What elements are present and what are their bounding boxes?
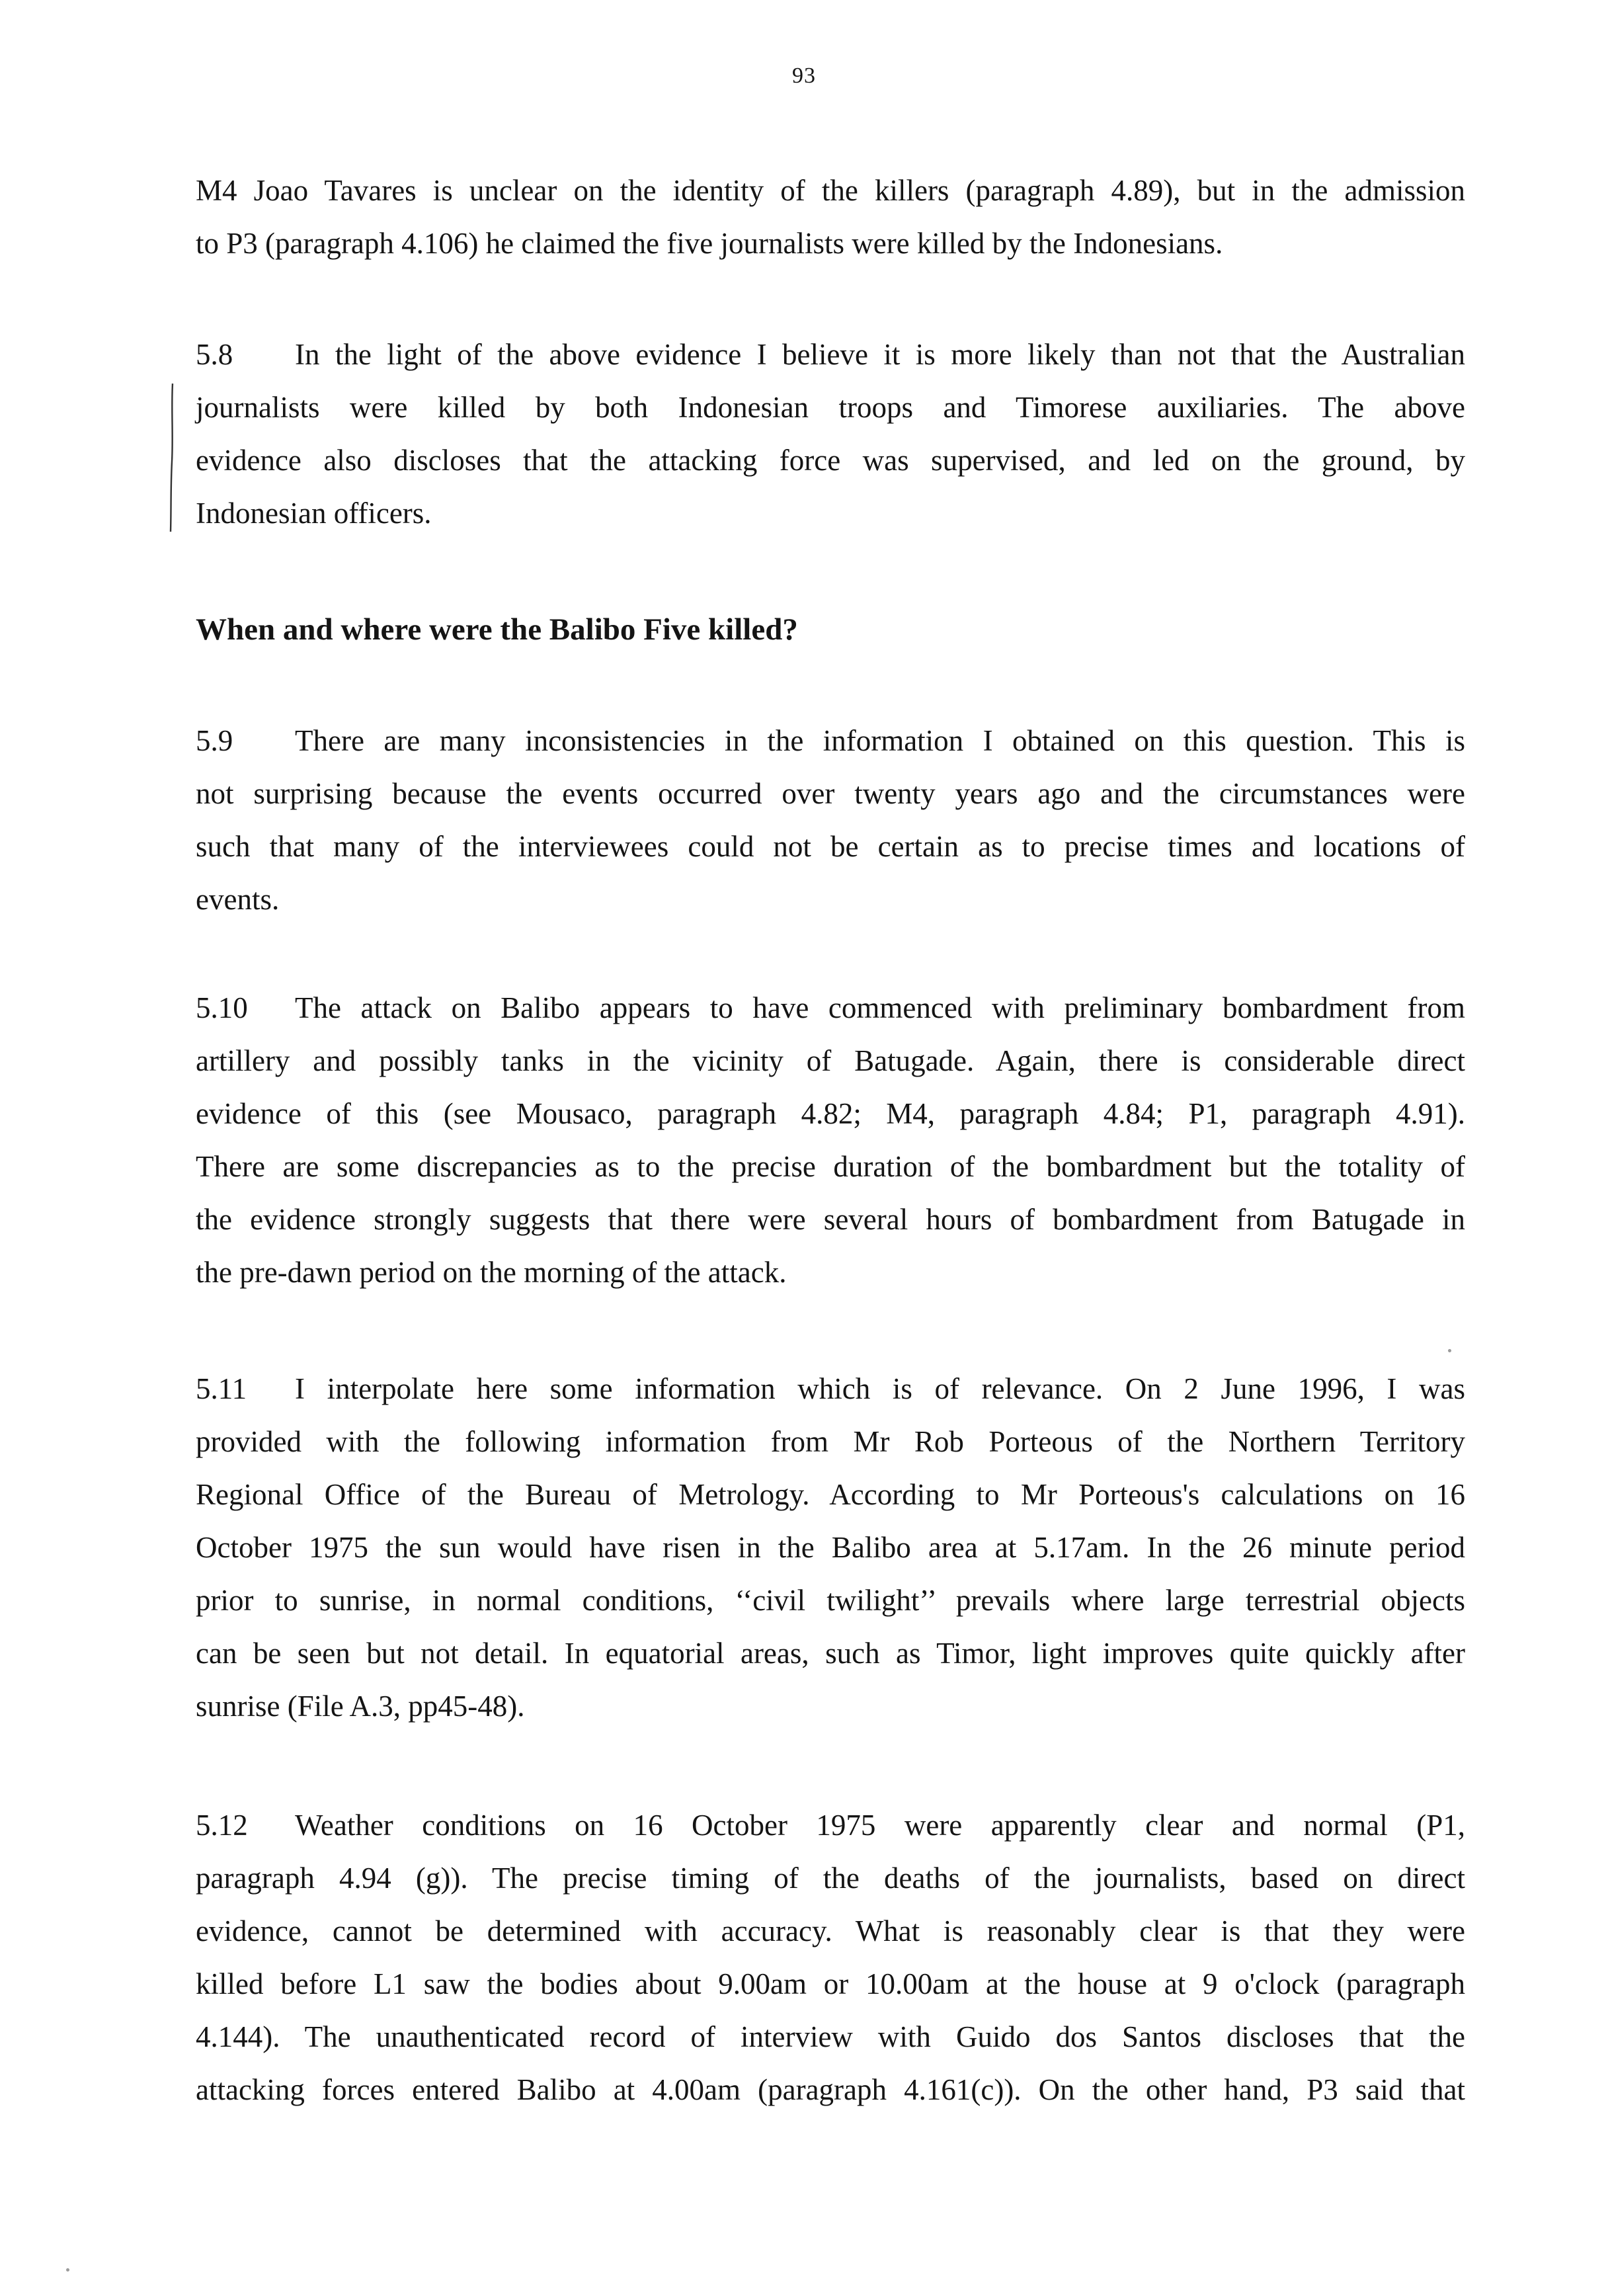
text-line: There are some discrepancies as to the precise duration of the bombardment but the totality of	[196, 1150, 1465, 1183]
text-line: evidence, cannot be determined with accuracy. What is reasonably clear is that they were	[196, 1914, 1465, 1948]
text-line-content: In the light of the above evidence I believe it is more likely than not that the Australian	[295, 338, 1465, 371]
margin-mark	[169, 382, 175, 533]
page-number: 93	[792, 63, 816, 88]
text-line: journalists were killed by both Indonesian troops and Timorese auxiliaries. The above	[196, 391, 1465, 424]
paragraph-5-9	[196, 714, 1465, 926]
text-line: provided with the following information from Mr Rob Porteous of the Northern Territory	[196, 1425, 1465, 1458]
paragraph-number: 5.10	[196, 991, 248, 1024]
text-line-content: Weather conditions on 16 October 1975 were apparently clear and normal (P1,	[295, 1809, 1465, 1842]
text-line: Indonesian officers.	[196, 497, 432, 530]
text-line: Regional Office of the Bureau of Metrology. According to Mr Porteous's calculations on 16	[196, 1478, 1465, 1511]
paragraph-intro	[196, 164, 1465, 270]
text-line: M4 Joao Tavares is unclear on the identity of the killers (paragraph 4.89), but in the admission	[196, 174, 1465, 207]
section-heading: When and where were the Balibo Five killed?	[196, 612, 798, 647]
text-line-content: I interpolate here some information which is of relevance. On 2 June 1996, I was	[295, 1372, 1465, 1405]
text-line-content: The attack on Balibo appears to have commenced with preliminary bombardment from	[295, 991, 1465, 1024]
text-line: prior to sunrise, in normal conditions, ‘‘civil twilight’’ prevails where large terrestrial objects	[196, 1584, 1465, 1617]
text-line	[196, 981, 1465, 1034]
paragraph-5-12	[196, 1799, 1465, 2116]
text-line: attacking forces entered Balibo at 4.00am (paragraph 4.161(c)). On the other hand, P3 said that	[196, 2073, 1465, 2106]
text-line: killed before L1 saw the bodies about 9.00am or 10.00am at the house at 9 o'clock (paragraph	[196, 1967, 1465, 2000]
text-line: not surprising because the events occurred over twenty years ago and the circumstances were	[196, 777, 1465, 810]
text-line: 4.144). The unauthenticated record of interview with Guido dos Santos discloses that the	[196, 2020, 1465, 2053]
text-line: artillery and possibly tanks in the vicinity of Batugade. Again, there is considerable direct	[196, 1044, 1465, 1077]
paragraph-number: 5.11	[196, 1372, 247, 1405]
paragraph-number: 5.12	[196, 1809, 248, 1842]
text-line	[196, 714, 1465, 767]
text-line: can be seen but not detail. In equatorial areas, such as Timor, light improves quite quickly after	[196, 1637, 1465, 1670]
text-line: events.	[196, 883, 280, 916]
text-line: such that many of the interviewees could not be certain as to precise times and locations of	[196, 830, 1465, 863]
paragraph-5-8	[196, 328, 1465, 540]
text-line: paragraph 4.94 (g)). The precise timing of the deaths of the journalists, based on direct	[196, 1862, 1465, 1895]
text-line	[196, 1362, 1465, 1415]
text-line: evidence also discloses that the attacking force was supervised, and led on the ground, by	[196, 444, 1465, 477]
text-line: evidence of this (see Mousaco, paragraph 4.82; M4, paragraph 4.84; P1, paragraph 4.91).	[196, 1097, 1465, 1130]
paragraph-5-11	[196, 1362, 1465, 1733]
text-line: the pre-dawn period on the morning of the attack.	[196, 1256, 787, 1289]
text-line	[196, 328, 1465, 381]
paragraph-5-10	[196, 981, 1465, 1299]
text-line: the evidence strongly suggests that there were several hours of bombardment from Batugade in	[196, 1203, 1465, 1236]
text-line	[196, 1799, 1465, 1852]
text-line: October 1975 the sun would have risen in the Balibo area at 5.17am. In the 26 minute period	[196, 1531, 1465, 1564]
text-line: to P3 (paragraph 4.106) he claimed the five journalists were killed by the Indonesians.	[196, 227, 1223, 260]
paragraph-number: 5.8	[196, 338, 233, 371]
text-line: sunrise (File A.3, pp45-48).	[196, 1690, 525, 1723]
paragraph-number: 5.9	[196, 724, 233, 757]
text-line-content: There are many inconsistencies in the information I obtained on this question. This is	[295, 724, 1465, 757]
scan-speck	[66, 2268, 69, 2272]
scan-speck	[1448, 1349, 1451, 1352]
